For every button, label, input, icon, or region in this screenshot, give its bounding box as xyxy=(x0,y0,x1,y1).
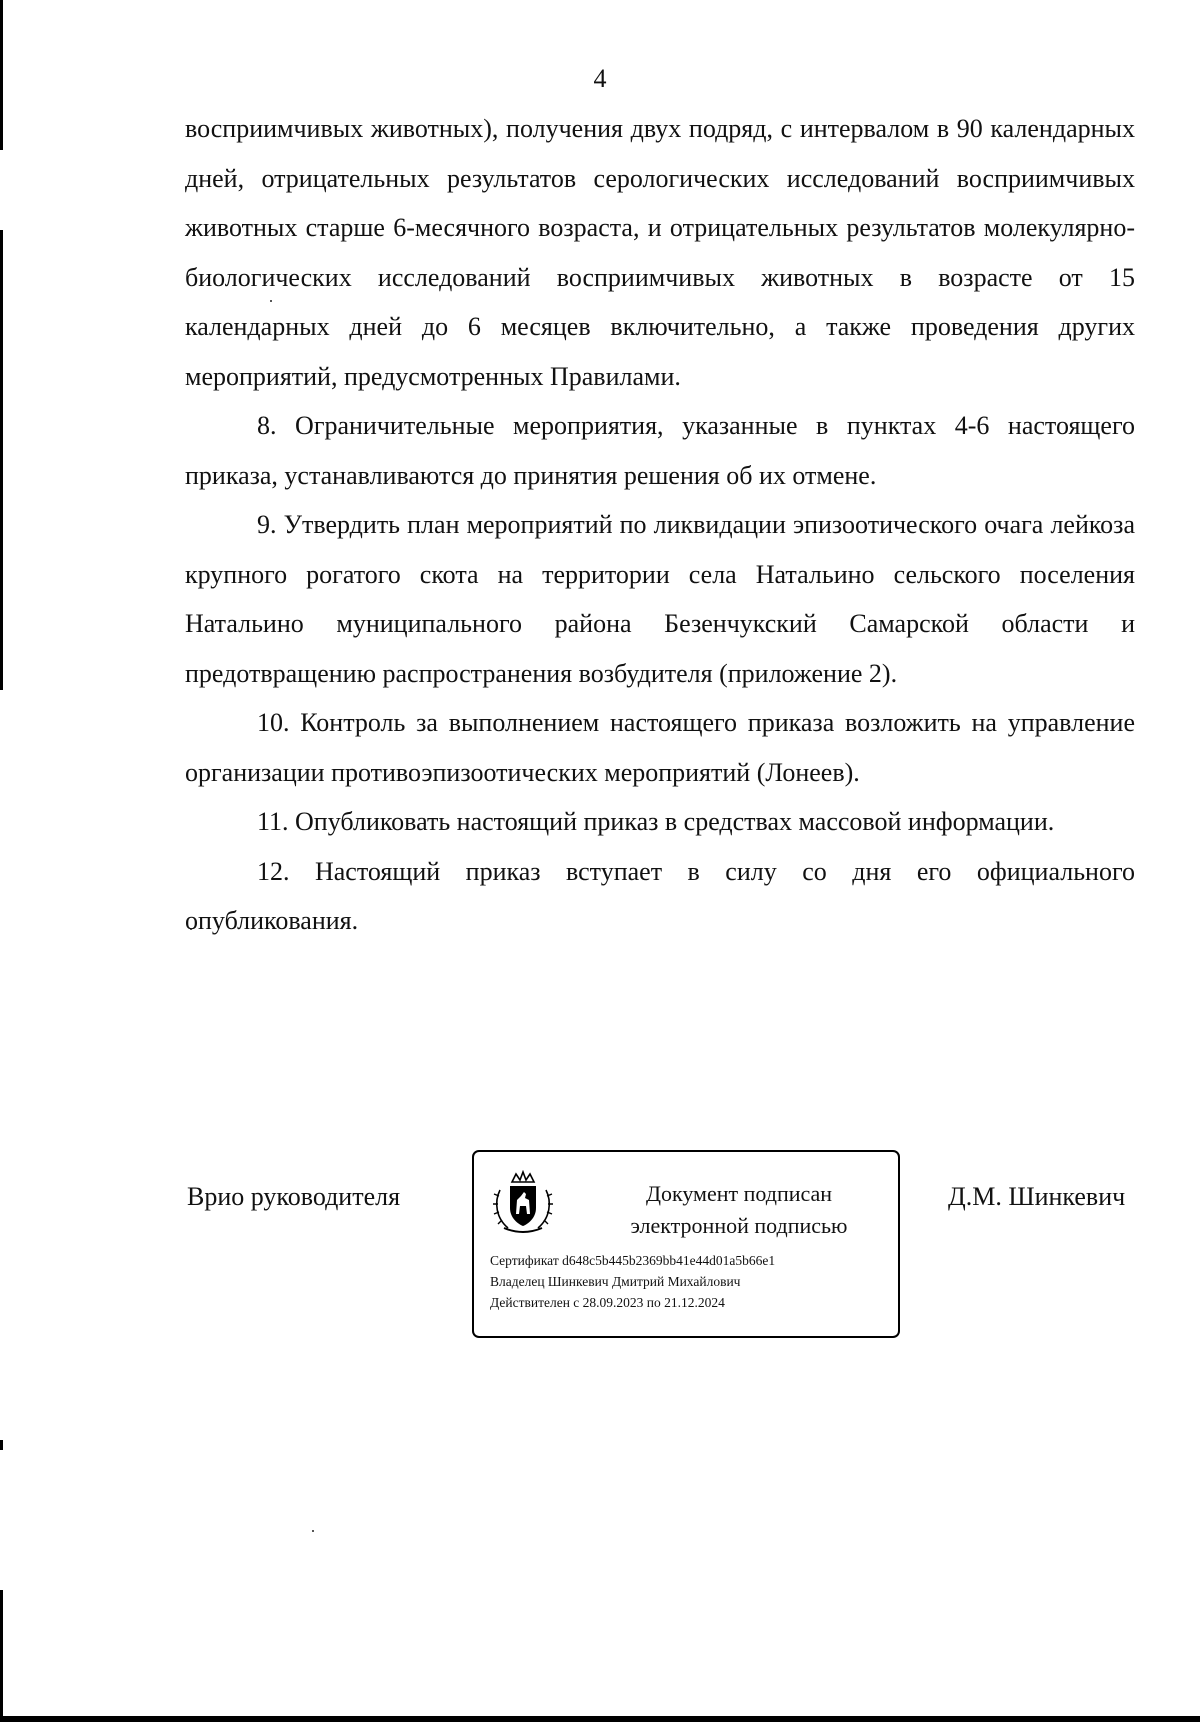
stamp-owner: Владелец Шинкевич Дмитрий Михайлович xyxy=(490,1274,741,1289)
scan-speck xyxy=(312,1530,314,1532)
paragraph-item-10: 10. Контроль за выполнением настоящего приказа возложить на управление организации противоэпизоотических мероприятий (Лонеев). xyxy=(185,708,1135,787)
document-body xyxy=(185,104,1135,946)
stamp-title xyxy=(594,1178,884,1242)
scan-edge-left-lower xyxy=(0,1440,3,1450)
samara-coat-of-arms-icon xyxy=(490,1170,556,1236)
paragraph-item-8: 8. Ограничительные мероприятия, указанные в пунктах 4-6 настоящего приказа, устанавливаются до принятия решения об их отмене. xyxy=(185,411,1135,490)
stamp-certificate: Сертификат d648c5b445b2369bb41e44d01a5b66e1 xyxy=(490,1253,776,1268)
stamp-title-line-2: электронной подписью xyxy=(630,1213,848,1238)
paragraph-item-9: 9. Утвердить план мероприятий по ликвидации эпизоотического очага лейкоза крупного рогатого скота на территории села Натальино сельского поселения Натальино муниципального района Безенчукский Самарской области и предотвращению распространения возбудителя (приложение 2). xyxy=(185,510,1135,688)
scan-edge-left-middle xyxy=(0,230,3,690)
signatory-position: Врио руководителя xyxy=(187,1182,401,1211)
signature-block xyxy=(0,1150,1200,1350)
page-number: 4 xyxy=(593,64,607,93)
signatory-name: Д.М. Шинкевич xyxy=(948,1182,1126,1211)
stamp-details xyxy=(490,1250,890,1313)
paragraph-item-11: 11. Опубликовать настоящий приказ в средствах массовой информации. xyxy=(257,807,1055,836)
stamp-validity: Действителен с 28.09.2023 по 21.12.2024 xyxy=(490,1295,725,1310)
scan-edge-bottom xyxy=(0,1716,1200,1722)
scan-edge-left-bottom xyxy=(0,1590,3,1722)
paragraph-continuation: восприимчивых животных), получения двух подряд, с интервалом в 90 календарных дней, отрицательных результатов серологических исследований восприимчивых животных старше 6-месячного возраста, и отрицательных результатов молекулярно-биологических исследований восприимчивых животных в возрасте от 15 календарных дней до 6 месяцев включительно, а также проведения других мероприятий, предусмотренных Правилами. xyxy=(185,114,1135,391)
paragraph-item-12: 12. Настоящий приказ вступает в силу со дня его официального опубликования. xyxy=(185,856,1135,935)
electronic-signature-stamp xyxy=(472,1150,900,1338)
stamp-title-line-1: Документ подписан xyxy=(645,1181,833,1206)
